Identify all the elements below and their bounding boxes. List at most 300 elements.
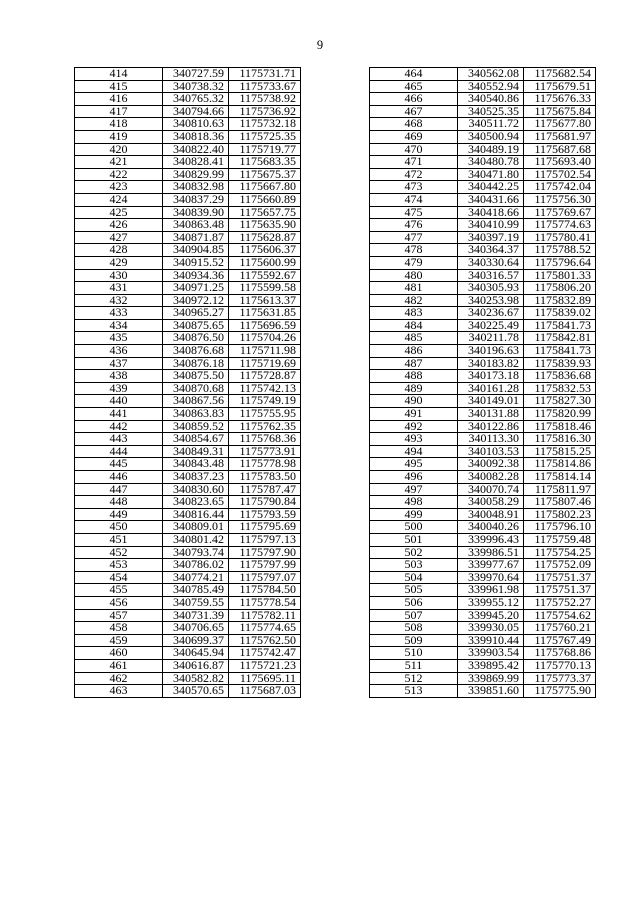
x-coordinate-cell: 340971.25 — [163, 282, 229, 295]
y-coordinate-cell: 1175762.50 — [229, 634, 301, 647]
y-coordinate-cell: 1175802.23 — [524, 508, 596, 521]
point-number-cell: 441 — [75, 408, 163, 421]
x-coordinate-cell: 340794.66 — [163, 105, 229, 118]
point-number-cell: 420 — [75, 143, 163, 156]
point-number-cell: 479 — [370, 256, 458, 269]
y-coordinate-cell: 1175742.47 — [229, 647, 301, 660]
point-number-cell: 440 — [75, 395, 163, 408]
point-number-cell: 486 — [370, 345, 458, 358]
y-coordinate-cell: 1175635.90 — [229, 219, 301, 232]
y-coordinate-cell: 1175797.90 — [229, 546, 301, 559]
x-coordinate-cell: 339986.51 — [458, 546, 524, 559]
x-coordinate-cell: 340149.01 — [458, 395, 524, 408]
x-coordinate-cell: 340431.66 — [458, 193, 524, 206]
x-coordinate-cell: 339977.67 — [458, 559, 524, 572]
y-coordinate-cell: 1175814.86 — [524, 458, 596, 471]
x-coordinate-cell: 340236.67 — [458, 307, 524, 320]
point-number-cell: 501 — [370, 533, 458, 546]
point-number-cell: 449 — [75, 508, 163, 521]
point-number-cell: 485 — [370, 332, 458, 345]
y-coordinate-cell: 1175679.51 — [524, 80, 596, 93]
point-number-cell: 473 — [370, 181, 458, 194]
x-coordinate-cell: 340645.94 — [163, 647, 229, 660]
x-coordinate-cell: 339945.20 — [458, 609, 524, 622]
x-coordinate-cell: 340876.50 — [163, 332, 229, 345]
y-coordinate-cell: 1175770.13 — [524, 659, 596, 672]
point-number-cell: 489 — [370, 382, 458, 395]
point-number-cell: 464 — [370, 68, 458, 81]
y-coordinate-cell: 1175667.80 — [229, 181, 301, 194]
point-number-cell: 477 — [370, 231, 458, 244]
x-coordinate-cell: 340480.78 — [458, 156, 524, 169]
y-coordinate-cell: 1175676.33 — [524, 93, 596, 106]
point-number-cell: 445 — [75, 458, 163, 471]
point-number-cell: 467 — [370, 105, 458, 118]
point-number-cell: 503 — [370, 559, 458, 572]
point-number-cell: 480 — [370, 269, 458, 282]
y-coordinate-cell: 1175731.71 — [229, 68, 301, 81]
x-coordinate-cell: 340793.74 — [163, 546, 229, 559]
y-coordinate-cell: 1175788.52 — [524, 244, 596, 257]
x-coordinate-cell: 339910.44 — [458, 634, 524, 647]
point-number-cell: 417 — [75, 105, 163, 118]
y-coordinate-cell: 1175682.54 — [524, 68, 596, 81]
y-coordinate-cell: 1175732.18 — [229, 118, 301, 131]
y-coordinate-cell: 1175675.37 — [229, 168, 301, 181]
x-coordinate-cell: 340875.65 — [163, 319, 229, 332]
point-number-cell: 509 — [370, 634, 458, 647]
y-coordinate-cell: 1175677.80 — [524, 118, 596, 131]
x-coordinate-cell: 340131.88 — [458, 408, 524, 421]
x-coordinate-cell: 340183.82 — [458, 357, 524, 370]
point-number-cell: 419 — [75, 130, 163, 143]
x-coordinate-cell: 339895.42 — [458, 659, 524, 672]
y-coordinate-cell: 1175719.77 — [229, 143, 301, 156]
x-coordinate-cell: 340699.37 — [163, 634, 229, 647]
x-coordinate-cell: 340965.27 — [163, 307, 229, 320]
y-coordinate-cell: 1175797.99 — [229, 559, 301, 572]
y-coordinate-cell: 1175751.37 — [524, 571, 596, 584]
point-number-cell: 459 — [75, 634, 163, 647]
point-number-cell: 471 — [370, 156, 458, 169]
y-coordinate-cell: 1175657.75 — [229, 206, 301, 219]
y-coordinate-cell: 1175793.59 — [229, 508, 301, 521]
x-coordinate-cell: 339869.99 — [458, 672, 524, 685]
x-coordinate-cell: 340786.02 — [163, 559, 229, 572]
y-coordinate-cell: 1175778.54 — [229, 596, 301, 609]
x-coordinate-cell: 339955.12 — [458, 596, 524, 609]
y-coordinate-cell: 1175762.35 — [229, 420, 301, 433]
point-number-cell: 487 — [370, 357, 458, 370]
x-coordinate-cell: 340915.52 — [163, 256, 229, 269]
y-coordinate-cell: 1175693.40 — [524, 156, 596, 169]
y-coordinate-cell: 1175696.59 — [229, 319, 301, 332]
x-coordinate-cell: 340305.93 — [458, 282, 524, 295]
x-coordinate-cell: 340364.37 — [458, 244, 524, 257]
point-number-cell: 506 — [370, 596, 458, 609]
y-coordinate-cell: 1175816.30 — [524, 433, 596, 446]
x-coordinate-cell: 340418.66 — [458, 206, 524, 219]
x-coordinate-cell: 340875.50 — [163, 370, 229, 383]
y-coordinate-cell: 1175760.21 — [524, 622, 596, 635]
point-number-cell: 435 — [75, 332, 163, 345]
y-coordinate-cell: 1175778.98 — [229, 458, 301, 471]
y-coordinate-cell: 1175832.53 — [524, 382, 596, 395]
y-coordinate-cell: 1175818.46 — [524, 420, 596, 433]
x-coordinate-cell: 340828.41 — [163, 156, 229, 169]
x-coordinate-cell: 340863.83 — [163, 408, 229, 421]
y-coordinate-cell: 1175773.91 — [229, 445, 301, 458]
y-coordinate-cell: 1175795.69 — [229, 521, 301, 534]
x-coordinate-cell: 340173.18 — [458, 370, 524, 383]
point-number-cell: 491 — [370, 408, 458, 421]
x-coordinate-cell: 340810.63 — [163, 118, 229, 131]
y-coordinate-cell: 1175842.81 — [524, 332, 596, 345]
x-coordinate-cell: 340048.91 — [458, 508, 524, 521]
point-number-cell: 507 — [370, 609, 458, 622]
y-coordinate-cell: 1175797.07 — [229, 571, 301, 584]
point-number-cell: 457 — [75, 609, 163, 622]
y-coordinate-cell: 1175755.95 — [229, 408, 301, 421]
x-coordinate-cell: 340211.78 — [458, 332, 524, 345]
x-coordinate-cell: 340822.40 — [163, 143, 229, 156]
point-number-cell: 478 — [370, 244, 458, 257]
y-coordinate-cell: 1175827.30 — [524, 395, 596, 408]
point-number-cell: 436 — [75, 345, 163, 358]
point-number-cell: 508 — [370, 622, 458, 635]
y-coordinate-cell: 1175759.48 — [524, 533, 596, 546]
x-coordinate-cell: 340871.87 — [163, 231, 229, 244]
y-coordinate-cell: 1175775.90 — [524, 685, 596, 698]
point-number-cell: 474 — [370, 193, 458, 206]
y-coordinate-cell: 1175780.41 — [524, 231, 596, 244]
y-coordinate-cell: 1175599.58 — [229, 282, 301, 295]
x-coordinate-cell: 340859.52 — [163, 420, 229, 433]
x-coordinate-cell: 340253.98 — [458, 294, 524, 307]
y-coordinate-cell: 1175783.50 — [229, 471, 301, 484]
y-coordinate-cell: 1175841.73 — [524, 319, 596, 332]
x-coordinate-cell: 340843.48 — [163, 458, 229, 471]
y-coordinate-cell: 1175738.92 — [229, 93, 301, 106]
x-coordinate-cell: 340570.65 — [163, 685, 229, 698]
x-coordinate-cell: 340801.42 — [163, 533, 229, 546]
point-number-cell: 415 — [75, 80, 163, 93]
x-coordinate-cell: 340500.94 — [458, 130, 524, 143]
point-number-cell: 433 — [75, 307, 163, 320]
y-coordinate-cell: 1175687.68 — [524, 143, 596, 156]
x-coordinate-cell: 340161.28 — [458, 382, 524, 395]
point-number-cell: 497 — [370, 483, 458, 496]
y-coordinate-cell: 1175839.93 — [524, 357, 596, 370]
point-number-cell: 451 — [75, 533, 163, 546]
coordinates-table-left — [74, 67, 301, 698]
x-coordinate-cell: 340837.29 — [163, 193, 229, 206]
y-coordinate-cell: 1175752.09 — [524, 559, 596, 572]
y-coordinate-cell: 1175768.86 — [524, 647, 596, 660]
x-coordinate-cell: 340759.55 — [163, 596, 229, 609]
y-coordinate-cell: 1175733.67 — [229, 80, 301, 93]
table-body-left — [75, 68, 301, 698]
x-coordinate-cell: 339851.60 — [458, 685, 524, 698]
x-coordinate-cell: 340809.01 — [163, 521, 229, 534]
y-coordinate-cell: 1175768.36 — [229, 433, 301, 446]
point-number-cell: 425 — [75, 206, 163, 219]
y-coordinate-cell: 1175681.97 — [524, 130, 596, 143]
x-coordinate-cell: 339970.64 — [458, 571, 524, 584]
y-coordinate-cell: 1175754.62 — [524, 609, 596, 622]
y-coordinate-cell: 1175796.64 — [524, 256, 596, 269]
x-coordinate-cell: 340582.82 — [163, 672, 229, 685]
x-coordinate-cell: 340616.87 — [163, 659, 229, 672]
point-number-cell: 448 — [75, 496, 163, 509]
y-coordinate-cell: 1175736.92 — [229, 105, 301, 118]
x-coordinate-cell: 340397.19 — [458, 231, 524, 244]
y-coordinate-cell: 1175815.25 — [524, 445, 596, 458]
point-number-cell: 434 — [75, 319, 163, 332]
table-row — [75, 685, 301, 698]
point-number-cell: 512 — [370, 672, 458, 685]
x-coordinate-cell: 340731.39 — [163, 609, 229, 622]
point-number-cell: 443 — [75, 433, 163, 446]
point-number-cell: 430 — [75, 269, 163, 282]
point-number-cell: 461 — [75, 659, 163, 672]
y-coordinate-cell: 1175606.37 — [229, 244, 301, 257]
y-coordinate-cell: 1175790.84 — [229, 496, 301, 509]
x-coordinate-cell: 340876.18 — [163, 357, 229, 370]
point-number-cell: 499 — [370, 508, 458, 521]
y-coordinate-cell: 1175774.65 — [229, 622, 301, 635]
table-row — [370, 685, 596, 698]
point-number-cell: 437 — [75, 357, 163, 370]
x-coordinate-cell: 340471.80 — [458, 168, 524, 181]
point-number-cell: 470 — [370, 143, 458, 156]
point-number-cell: 472 — [370, 168, 458, 181]
y-coordinate-cell: 1175820.99 — [524, 408, 596, 421]
y-coordinate-cell: 1175796.10 — [524, 521, 596, 534]
point-number-cell: 475 — [370, 206, 458, 219]
x-coordinate-cell: 340540.86 — [458, 93, 524, 106]
point-number-cell: 484 — [370, 319, 458, 332]
coordinates-table-right — [369, 67, 596, 698]
y-coordinate-cell: 1175675.84 — [524, 105, 596, 118]
point-number-cell: 452 — [75, 546, 163, 559]
y-coordinate-cell: 1175782.11 — [229, 609, 301, 622]
y-coordinate-cell: 1175752.27 — [524, 596, 596, 609]
point-number-cell: 466 — [370, 93, 458, 106]
point-number-cell: 429 — [75, 256, 163, 269]
y-coordinate-cell: 1175742.04 — [524, 181, 596, 194]
point-number-cell: 468 — [370, 118, 458, 131]
x-coordinate-cell: 340849.31 — [163, 445, 229, 458]
point-number-cell: 476 — [370, 219, 458, 232]
point-number-cell: 505 — [370, 584, 458, 597]
x-coordinate-cell: 340867.56 — [163, 395, 229, 408]
point-number-cell: 460 — [75, 647, 163, 660]
point-number-cell: 510 — [370, 647, 458, 660]
point-number-cell: 511 — [370, 659, 458, 672]
x-coordinate-cell: 340774.21 — [163, 571, 229, 584]
point-number-cell: 446 — [75, 471, 163, 484]
y-coordinate-cell: 1175756.30 — [524, 193, 596, 206]
y-coordinate-cell: 1175832.89 — [524, 294, 596, 307]
y-coordinate-cell: 1175751.37 — [524, 584, 596, 597]
x-coordinate-cell: 340816.44 — [163, 508, 229, 521]
point-number-cell: 426 — [75, 219, 163, 232]
point-number-cell: 418 — [75, 118, 163, 131]
x-coordinate-cell: 340727.59 — [163, 68, 229, 81]
y-coordinate-cell: 1175725.35 — [229, 130, 301, 143]
point-number-cell: 494 — [370, 445, 458, 458]
point-number-cell: 500 — [370, 521, 458, 534]
y-coordinate-cell: 1175839.02 — [524, 307, 596, 320]
y-coordinate-cell: 1175841.73 — [524, 345, 596, 358]
y-coordinate-cell: 1175787.47 — [229, 483, 301, 496]
point-number-cell: 427 — [75, 231, 163, 244]
x-coordinate-cell: 340854.67 — [163, 433, 229, 446]
point-number-cell: 463 — [75, 685, 163, 698]
point-number-cell: 504 — [370, 571, 458, 584]
y-coordinate-cell: 1175784.50 — [229, 584, 301, 597]
x-coordinate-cell: 340837.23 — [163, 471, 229, 484]
point-number-cell: 493 — [370, 433, 458, 446]
x-coordinate-cell: 340489.19 — [458, 143, 524, 156]
x-coordinate-cell: 340092.38 — [458, 458, 524, 471]
y-coordinate-cell: 1175695.11 — [229, 672, 301, 685]
x-coordinate-cell: 340870.68 — [163, 382, 229, 395]
y-coordinate-cell: 1175811.97 — [524, 483, 596, 496]
y-coordinate-cell: 1175836.68 — [524, 370, 596, 383]
y-coordinate-cell: 1175631.85 — [229, 307, 301, 320]
point-number-cell: 421 — [75, 156, 163, 169]
y-coordinate-cell: 1175797.13 — [229, 533, 301, 546]
x-coordinate-cell: 340122.86 — [458, 420, 524, 433]
y-coordinate-cell: 1175702.54 — [524, 168, 596, 181]
y-coordinate-cell: 1175806.20 — [524, 282, 596, 295]
y-coordinate-cell: 1175704.26 — [229, 332, 301, 345]
x-coordinate-cell: 340058.29 — [458, 496, 524, 509]
y-coordinate-cell: 1175754.25 — [524, 546, 596, 559]
point-number-cell: 483 — [370, 307, 458, 320]
y-coordinate-cell: 1175749.19 — [229, 395, 301, 408]
point-number-cell: 414 — [75, 68, 163, 81]
point-number-cell: 442 — [75, 420, 163, 433]
point-number-cell: 490 — [370, 395, 458, 408]
x-coordinate-cell: 339996.43 — [458, 533, 524, 546]
point-number-cell: 432 — [75, 294, 163, 307]
x-coordinate-cell: 340832.98 — [163, 181, 229, 194]
y-coordinate-cell: 1175628.87 — [229, 231, 301, 244]
x-coordinate-cell: 340525.35 — [458, 105, 524, 118]
point-number-cell: 453 — [75, 559, 163, 572]
point-number-cell: 488 — [370, 370, 458, 383]
point-number-cell: 481 — [370, 282, 458, 295]
y-coordinate-cell: 1175711.98 — [229, 345, 301, 358]
x-coordinate-cell: 340316.57 — [458, 269, 524, 282]
x-coordinate-cell: 340103.53 — [458, 445, 524, 458]
x-coordinate-cell: 340972.12 — [163, 294, 229, 307]
point-number-cell: 496 — [370, 471, 458, 484]
y-coordinate-cell: 1175687.03 — [229, 685, 301, 698]
point-number-cell: 416 — [75, 93, 163, 106]
point-number-cell: 513 — [370, 685, 458, 698]
x-coordinate-cell: 340934.36 — [163, 269, 229, 282]
point-number-cell: 438 — [75, 370, 163, 383]
point-number-cell: 428 — [75, 244, 163, 257]
x-coordinate-cell: 339930.05 — [458, 622, 524, 635]
x-coordinate-cell: 340040.26 — [458, 521, 524, 534]
y-coordinate-cell: 1175767.49 — [524, 634, 596, 647]
x-coordinate-cell: 340765.32 — [163, 93, 229, 106]
x-coordinate-cell: 340863.48 — [163, 219, 229, 232]
x-coordinate-cell: 340738.32 — [163, 80, 229, 93]
point-number-cell: 455 — [75, 584, 163, 597]
y-coordinate-cell: 1175592.67 — [229, 269, 301, 282]
point-number-cell: 482 — [370, 294, 458, 307]
y-coordinate-cell: 1175660.89 — [229, 193, 301, 206]
x-coordinate-cell: 340818.36 — [163, 130, 229, 143]
x-coordinate-cell: 340410.99 — [458, 219, 524, 232]
point-number-cell: 447 — [75, 483, 163, 496]
point-number-cell: 502 — [370, 546, 458, 559]
y-coordinate-cell: 1175807.46 — [524, 496, 596, 509]
x-coordinate-cell: 340196.63 — [458, 345, 524, 358]
y-coordinate-cell: 1175600.99 — [229, 256, 301, 269]
x-coordinate-cell: 340785.49 — [163, 584, 229, 597]
x-coordinate-cell: 340082.28 — [458, 471, 524, 484]
point-number-cell: 456 — [75, 596, 163, 609]
x-coordinate-cell: 340706.65 — [163, 622, 229, 635]
y-coordinate-cell: 1175613.37 — [229, 294, 301, 307]
point-number-cell: 492 — [370, 420, 458, 433]
x-coordinate-cell: 340552.94 — [458, 80, 524, 93]
y-coordinate-cell: 1175719.69 — [229, 357, 301, 370]
x-coordinate-cell: 340876.68 — [163, 345, 229, 358]
table-body-right — [370, 68, 596, 698]
y-coordinate-cell: 1175683.35 — [229, 156, 301, 169]
point-number-cell: 462 — [75, 672, 163, 685]
x-coordinate-cell: 340511.72 — [458, 118, 524, 131]
x-coordinate-cell: 340904.85 — [163, 244, 229, 257]
point-number-cell: 458 — [75, 622, 163, 635]
point-number-cell: 465 — [370, 80, 458, 93]
point-number-cell: 423 — [75, 181, 163, 194]
x-coordinate-cell: 340829.99 — [163, 168, 229, 181]
point-number-cell: 422 — [75, 168, 163, 181]
point-number-cell: 444 — [75, 445, 163, 458]
y-coordinate-cell: 1175814.14 — [524, 471, 596, 484]
y-coordinate-cell: 1175721.23 — [229, 659, 301, 672]
point-number-cell: 431 — [75, 282, 163, 295]
x-coordinate-cell: 340330.64 — [458, 256, 524, 269]
x-coordinate-cell: 340823.65 — [163, 496, 229, 509]
point-number-cell: 498 — [370, 496, 458, 509]
y-coordinate-cell: 1175774.63 — [524, 219, 596, 232]
x-coordinate-cell: 340839.90 — [163, 206, 229, 219]
point-number-cell: 424 — [75, 193, 163, 206]
point-number-cell: 454 — [75, 571, 163, 584]
point-number-cell: 495 — [370, 458, 458, 471]
x-coordinate-cell: 340113.30 — [458, 433, 524, 446]
point-number-cell: 469 — [370, 130, 458, 143]
point-number-cell: 439 — [75, 382, 163, 395]
y-coordinate-cell: 1175801.33 — [524, 269, 596, 282]
y-coordinate-cell: 1175773.37 — [524, 672, 596, 685]
x-coordinate-cell: 340070.74 — [458, 483, 524, 496]
point-number-cell: 450 — [75, 521, 163, 534]
y-coordinate-cell: 1175728.87 — [229, 370, 301, 383]
x-coordinate-cell: 339961.98 — [458, 584, 524, 597]
x-coordinate-cell: 340830.60 — [163, 483, 229, 496]
